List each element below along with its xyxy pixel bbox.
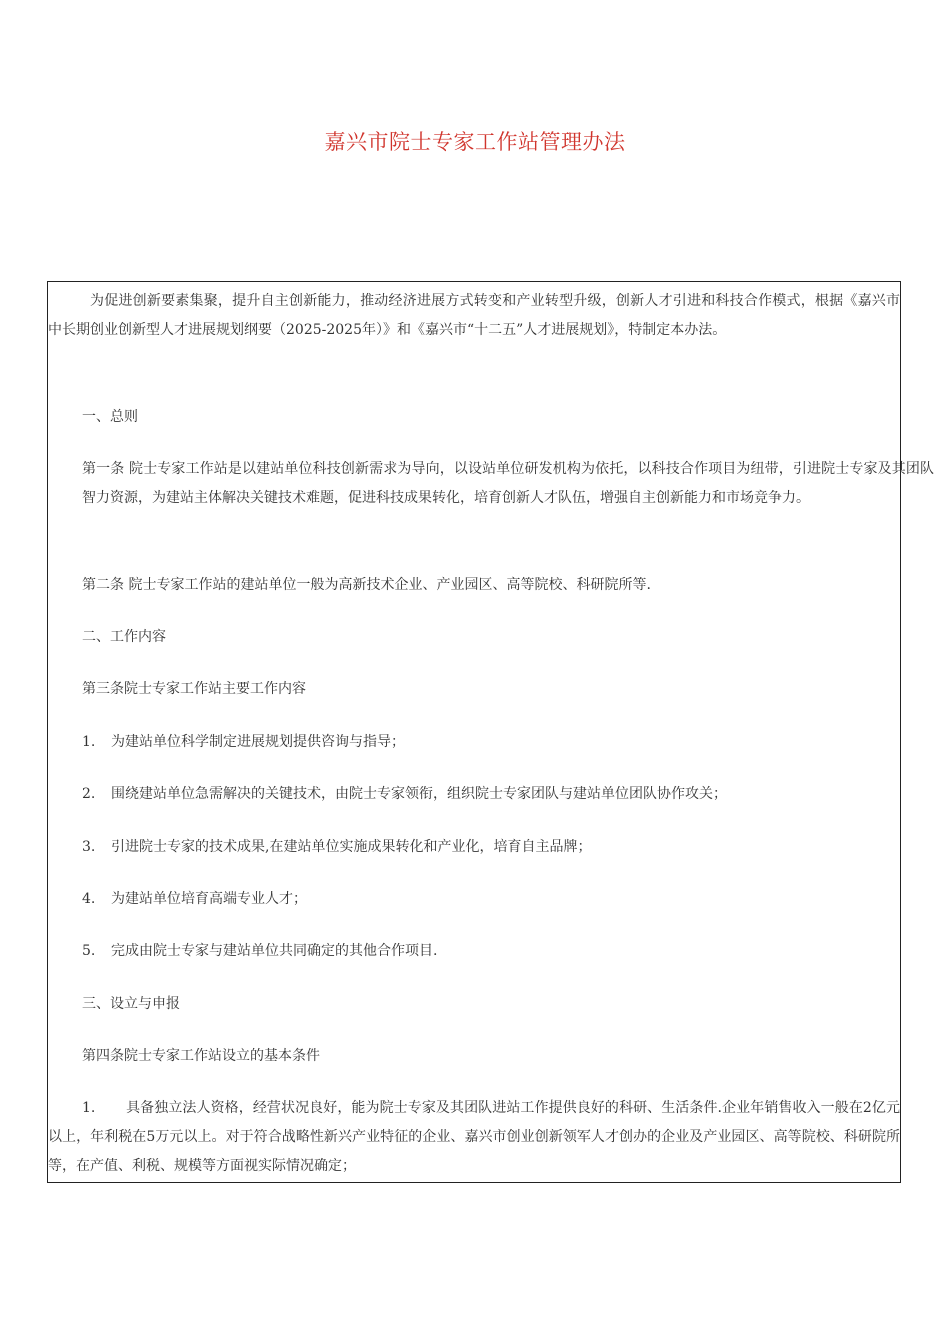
article-1-paragraph: 第一条 院士专家工作站是以建站单位科技创新需求为导向，以设站单位研发机构为依托，以科技合作项目为纽带，引进院士专家及其团队智力资源，为建站主体解决关键技术难题，促进科技成果转化，培育创新人才队伍，增强自主创新能力和市场竞争力。 [82, 461, 934, 506]
list-item-number: 5. [82, 943, 96, 959]
list-item [48, 780, 934, 809]
article-2-paragraph: 第二条 院士专家工作站的建站单位一般为高新技术企业、产业园区、高等院校、科研院所等. [82, 577, 651, 593]
list-item-number: 3. [82, 839, 96, 855]
list-item-number: 4. [82, 891, 96, 907]
condition-item-number: 1. [82, 1100, 96, 1116]
condition-item [48, 1094, 900, 1181]
list-item [48, 728, 934, 757]
list-item-text: 为建站单位培育高端专业人才； [111, 891, 307, 907]
content-frame [47, 281, 934, 1183]
list-item-number: 1. [82, 734, 96, 750]
list-item-text: 引进院士专家的技术成果,在建站单位实施成果转化和产业化，培育自主品牌； [111, 839, 592, 855]
section-heading-general: 一、总则 [82, 409, 138, 425]
condition-item-text: 具备独立法人资格，经营状况良好，能为院士专家及其团队进站工作提供良好的科研、生活条件.企业年销售收入一般在2亿元以上，年利税在5万元以上。对于符合战略性新兴产业特征的企业、嘉兴市创业创新领军人才创办的企业及产业园区、高等院校、科研院所等，在产值、利税、规模等方面视实际情况确定； [48, 1100, 900, 1174]
document-title: 嘉兴市院士专家工作站管理办法 [324, 130, 626, 154]
list-item-text: 完成由院士专家与建站单位共同确定的其他合作项目. [111, 943, 438, 959]
list-item-number: 2. [82, 786, 96, 802]
list-item-text: 围绕建站单位急需解决的关键技术，由院士专家领衔，组织院士专家团队与建站单位团队协作攻关； [111, 786, 727, 802]
list-item [48, 937, 934, 966]
list-item [48, 885, 934, 914]
article-4-paragraph: 第四条院士专家工作站设立的基本条件 [82, 1048, 320, 1064]
list-item-text: 为建站单位科学制定进展规划提供咨询与指导； [111, 734, 405, 750]
section-heading-work-content: 二、工作内容 [82, 629, 166, 645]
article-3-paragraph: 第三条院士专家工作站主要工作内容 [82, 681, 306, 697]
section-heading-setup: 三、设立与申报 [82, 996, 180, 1012]
intro-paragraph: 为促进创新要素集聚，提升自主创新能力，推动经济进展方式转变和产业转型升级，创新人才引进和科技合作模式，根据《嘉兴市中长期创业创新型人才进展规划纲要（2025-2025年）》和《嘉兴市“十二五”人才进展规划》，特制定本办法。 [48, 293, 900, 338]
list-item [48, 833, 934, 862]
